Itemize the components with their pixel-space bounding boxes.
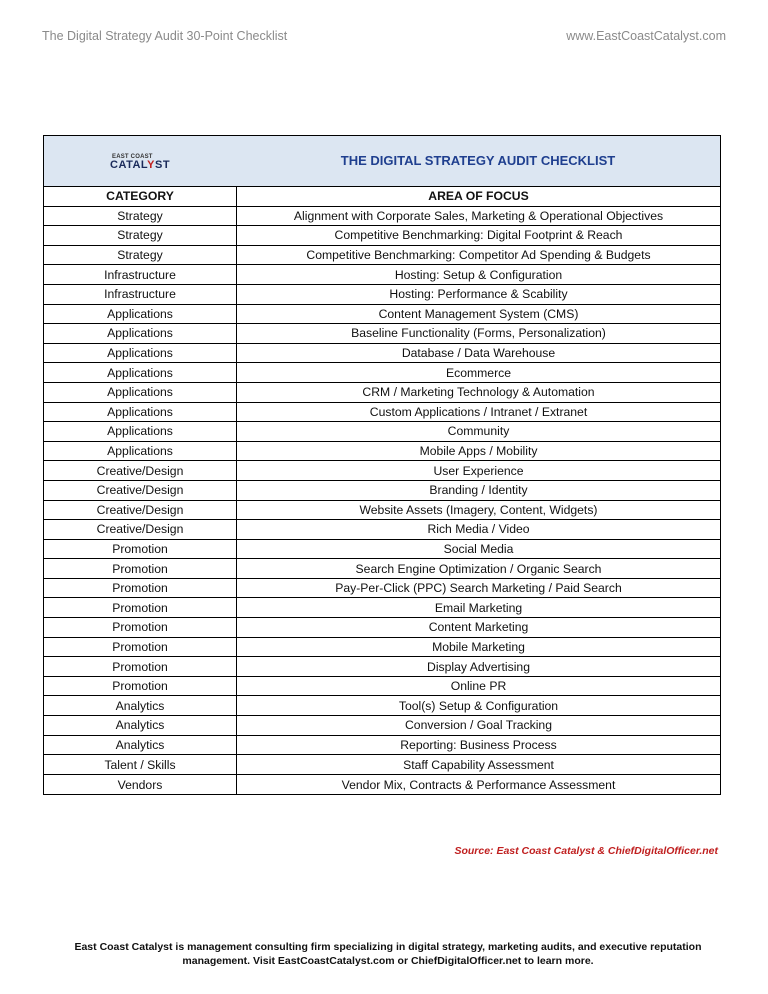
category-cell: Applications — [44, 383, 237, 402]
table-row — [44, 677, 720, 697]
table-row — [44, 246, 720, 266]
category-cell: Analytics — [44, 696, 237, 715]
table-row — [44, 207, 720, 227]
area-of-focus-cell: Content Marketing — [428, 620, 529, 635]
source-note: Source: East Coast Catalyst & ChiefDigitalOfficer.net — [454, 845, 718, 857]
east-coast-catalyst-logo — [110, 154, 180, 171]
table-row — [44, 638, 720, 658]
document-header-url: www.EastCoastCatalyst.com — [566, 29, 726, 43]
table-row — [44, 442, 720, 462]
area-of-focus-cell: Database / Data Warehouse — [401, 346, 556, 361]
column-header-area-of-focus: AREA OF FOCUS — [428, 189, 529, 204]
category-cell: Infrastructure — [44, 285, 237, 304]
area-of-focus-cell: Mobile Marketing — [432, 639, 525, 654]
table-row — [44, 363, 720, 383]
area-of-focus-cell: Search Engine Optimization / Organic Search — [355, 561, 602, 576]
table-row — [44, 344, 720, 364]
area-of-focus-cell: Branding / Identity — [429, 483, 528, 498]
area-of-focus-cell: Hosting: Performance & Scability — [389, 287, 568, 302]
area-of-focus-cell: Hosting: Setup & Configuration — [394, 267, 563, 282]
category-cell: Applications — [44, 344, 237, 363]
area-of-focus-cell: User Experience — [433, 463, 524, 478]
category-cell: Talent / Skills — [44, 755, 237, 774]
category-cell: Strategy — [44, 207, 237, 226]
table-row — [44, 657, 720, 677]
table-row — [44, 618, 720, 638]
category-cell: Applications — [44, 324, 237, 343]
area-of-focus-cell: Mobile Apps / Mobility — [419, 444, 538, 459]
logo-main-b: ST — [154, 159, 171, 171]
table-row — [44, 285, 720, 305]
area-of-focus-cell: Email Marketing — [434, 600, 523, 615]
category-cell: Promotion — [44, 677, 237, 696]
category-cell: Promotion — [44, 540, 237, 559]
category-cell: Promotion — [44, 598, 237, 617]
table-row — [44, 481, 720, 501]
area-of-focus-cell: Competitive Benchmarking: Competitor Ad Spending & Budgets — [306, 248, 651, 263]
category-cell: Creative/Design — [44, 481, 237, 500]
table-title: THE DIGITAL STRATEGY AUDIT CHECKLIST — [340, 153, 616, 168]
footer-note — [58, 940, 718, 968]
area-of-focus-cell: Website Assets (Imagery, Content, Widgets) — [359, 502, 598, 517]
table-row — [44, 383, 720, 403]
table-row — [44, 324, 720, 344]
area-of-focus-cell: Pay-Per-Click (PPC) Search Marketing / Paid Search — [335, 581, 622, 596]
table-header-row — [44, 187, 720, 207]
table-row — [44, 736, 720, 756]
category-cell: Promotion — [44, 559, 237, 578]
checklist-table — [43, 135, 721, 795]
category-cell: Strategy — [44, 226, 237, 245]
table-row — [44, 501, 720, 521]
table-title-row — [44, 136, 720, 187]
table-row — [44, 461, 720, 481]
category-cell: Applications — [44, 403, 237, 422]
category-cell: Infrastructure — [44, 265, 237, 284]
table-row — [44, 422, 720, 442]
category-cell: Applications — [44, 442, 237, 461]
area-of-focus-cell: Tool(s) Setup & Configuration — [398, 698, 559, 713]
category-cell: Creative/Design — [44, 501, 237, 520]
area-of-focus-cell: Conversion / Goal Tracking — [405, 718, 552, 733]
category-cell: Promotion — [44, 638, 237, 657]
area-of-focus-cell: Vendor Mix, Contracts & Performance Assessment — [341, 777, 616, 792]
area-of-focus-cell: Competitive Benchmarking: Digital Footprint & Reach — [334, 228, 623, 243]
category-cell: Creative/Design — [44, 520, 237, 539]
footer-line-2: management. Visit EastCoastCatalyst.com or ChiefDigitalOfficer.net to learn more. — [182, 955, 594, 967]
table-row — [44, 520, 720, 540]
area-of-focus-cell: Community — [447, 424, 510, 439]
table-row — [44, 403, 720, 423]
column-header-category: CATEGORY — [44, 187, 237, 206]
category-cell: Promotion — [44, 657, 237, 676]
category-cell: Analytics — [44, 736, 237, 755]
logo-main-a: CATAL — [110, 159, 148, 171]
area-of-focus-cell: Rich Media / Video — [427, 522, 530, 537]
logo-top-text: EAST COAST — [112, 154, 153, 160]
table-row — [44, 696, 720, 716]
table-row — [44, 265, 720, 285]
table-row — [44, 226, 720, 246]
logo-main-y: Y — [147, 159, 155, 171]
category-cell: Vendors — [44, 775, 237, 795]
category-cell: Promotion — [44, 579, 237, 598]
table-body — [44, 207, 720, 795]
document-header-title: The Digital Strategy Audit 30-Point Checklist — [42, 29, 288, 43]
table-row — [44, 305, 720, 325]
category-cell: Applications — [44, 422, 237, 441]
table-row — [44, 559, 720, 579]
footer-line-1: East Coast Catalyst is management consulting firm specializing in digital strategy, marketing audits, and executive reputation — [74, 941, 702, 953]
area-of-focus-cell: Staff Capability Assessment — [403, 757, 554, 772]
area-of-focus-cell: Online PR — [450, 679, 507, 694]
area-of-focus-cell: Baseline Functionality (Forms, Personalization) — [351, 326, 606, 341]
table-row — [44, 755, 720, 775]
area-of-focus-cell: Content Management System (CMS) — [378, 306, 579, 321]
category-cell: Promotion — [44, 618, 237, 637]
table-row — [44, 598, 720, 618]
area-of-focus-cell: Ecommerce — [445, 365, 511, 380]
logo-main-text — [110, 160, 180, 171]
category-cell: Strategy — [44, 246, 237, 265]
area-of-focus-cell: Reporting: Business Process — [400, 737, 557, 752]
area-of-focus-cell: Alignment with Corporate Sales, Marketing & Operational Objectives — [293, 208, 664, 223]
area-of-focus-cell: Display Advertising — [427, 659, 530, 674]
area-of-focus-cell: Custom Applications / Intranet / Extranet — [369, 404, 588, 419]
category-cell: Creative/Design — [44, 461, 237, 480]
table-row — [44, 579, 720, 599]
table-row — [44, 716, 720, 736]
category-cell: Analytics — [44, 716, 237, 735]
table-row — [44, 540, 720, 560]
category-cell: Applications — [44, 305, 237, 324]
area-of-focus-cell: Social Media — [443, 541, 514, 556]
table-row — [44, 775, 720, 795]
category-cell: Applications — [44, 363, 237, 382]
area-of-focus-cell: CRM / Marketing Technology & Automation — [362, 385, 595, 400]
